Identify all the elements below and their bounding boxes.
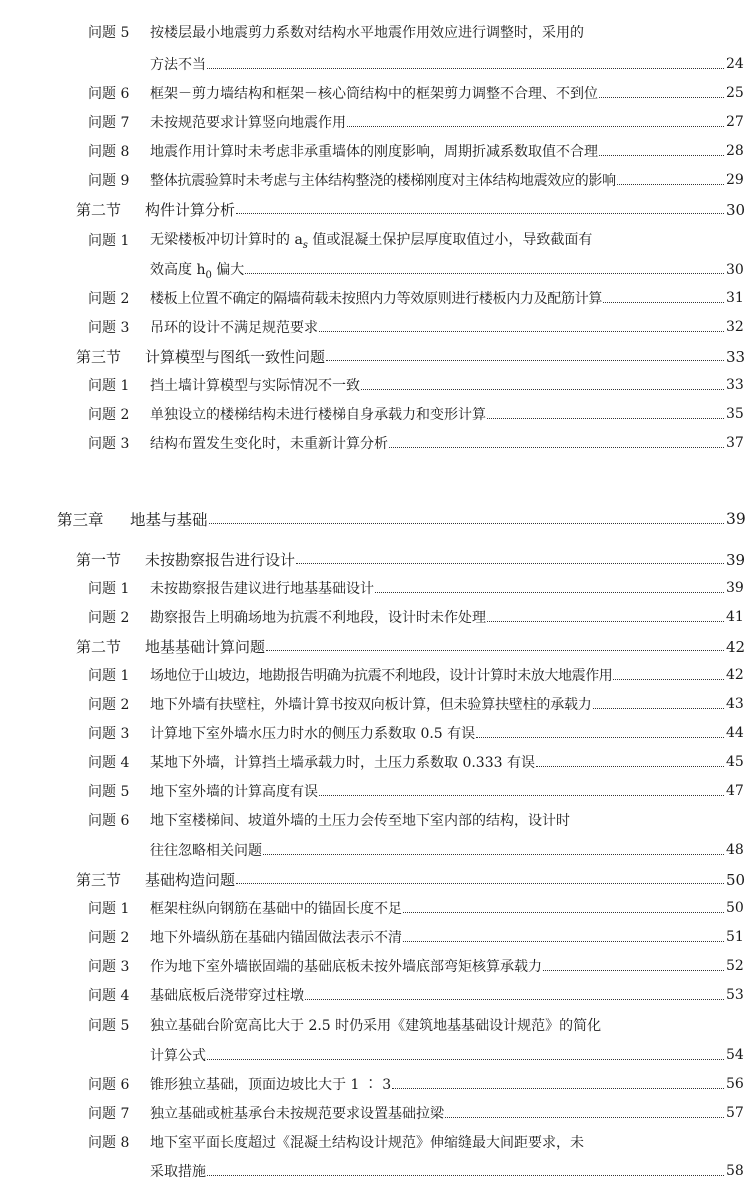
leader-dots	[361, 389, 724, 390]
item-label: 问题 3	[88, 959, 130, 975]
toc-item[interactable]	[0, 665, 750, 685]
item-label: 问题 1	[88, 378, 130, 394]
page-number: 41	[726, 609, 744, 625]
toc-item[interactable]	[0, 578, 750, 598]
leader-dots	[487, 621, 724, 622]
page-number: 33	[726, 377, 744, 393]
toc-item[interactable]	[0, 229, 750, 251]
leader-dots	[347, 126, 724, 127]
leader-dots	[236, 883, 724, 884]
leader-dots	[209, 523, 724, 524]
section-title: 计算模型与图纸一致性问题	[145, 348, 326, 366]
leader-dots	[487, 418, 724, 419]
item-label: 问题 2	[88, 610, 130, 626]
toc-item[interactable]	[0, 1015, 750, 1035]
item-label: 问题 5	[88, 25, 130, 41]
item-label: 问题 1	[88, 581, 130, 597]
item-title-cont: 计算公式	[150, 1048, 206, 1064]
toc-item[interactable]	[0, 810, 750, 830]
leader-dots	[543, 970, 724, 971]
chapter-title: 地基与基础	[130, 511, 208, 529]
toc-item[interactable]	[0, 723, 750, 743]
item-title-cont: 往往忽略相关问题	[150, 843, 262, 859]
page-number: 37	[726, 435, 744, 451]
toc-item[interactable]	[0, 317, 750, 337]
toc-item[interactable]	[0, 927, 750, 947]
item-title: 勘察报告上明确场地为抗震不利地段，设计时未作处理	[150, 610, 486, 626]
page-number: 42	[726, 667, 744, 683]
page-number: 28	[726, 143, 744, 159]
item-label: 问题 7	[88, 115, 130, 131]
leader-dots	[536, 766, 724, 767]
item-label: 问题 3	[88, 436, 130, 452]
toc-section[interactable]	[0, 549, 750, 570]
toc-item[interactable]	[0, 694, 750, 714]
page-number: 42	[726, 637, 746, 656]
item-title: 地震作用计算时未考虑非承重墙体的刚度影响，周期折减系数取值不合理	[150, 144, 598, 160]
page-number: 27	[726, 114, 744, 130]
toc-item[interactable]	[0, 985, 750, 1005]
toc-item[interactable]	[0, 607, 750, 627]
leader-dots	[207, 1175, 724, 1176]
leader-dots	[617, 184, 724, 185]
item-title-cont: 效高度 $h_0$ 偏大	[150, 262, 245, 281]
leader-dots	[266, 650, 724, 651]
toc-item[interactable]	[0, 752, 750, 772]
item-label: 问题 5	[88, 1018, 130, 1034]
leader-dots	[207, 68, 724, 69]
leader-dots	[319, 795, 724, 796]
toc-item[interactable]	[0, 781, 750, 801]
item-label: 问题 2	[88, 930, 130, 946]
section-label: 第一节	[76, 551, 122, 569]
leader-dots	[375, 592, 724, 593]
page-number: 44	[726, 725, 744, 741]
item-label: 问题 1	[88, 668, 130, 684]
item-title: 场地位于山坡边，地勘报告明确为抗震不利地段，设计计算时未放大地震作用	[150, 668, 613, 684]
section-label: 第二节	[76, 201, 122, 219]
item-title: 挡土墙计算模型与实际情况不一致	[150, 378, 360, 394]
toc-item-cont[interactable]	[0, 1161, 750, 1181]
toc-item[interactable]	[0, 112, 750, 132]
page-number: 39	[726, 550, 746, 569]
toc-item[interactable]	[0, 1103, 750, 1123]
item-label: 问题 7	[88, 1106, 130, 1122]
page-number: 35	[726, 406, 744, 422]
item-title: 地下外墙有扶壁柱，外墙计算书按双向板计算，但未验算扶壁柱的承载力	[150, 697, 592, 713]
page-number: 54	[726, 1047, 744, 1063]
item-title: 作为地下室外墙嵌固端的基础底板未按外墙底部弯矩核算承载力	[150, 959, 542, 975]
item-label: 问题 2	[88, 407, 130, 423]
item-title: 无梁楼板冲切计算时的 $a_s$ 值或混凝土保护层厚度取值过小，导致截面有	[150, 232, 593, 251]
section-label: 第三节	[76, 348, 122, 366]
toc-item[interactable]	[0, 288, 750, 308]
item-title: 单独设立的楼梯结构未进行楼梯自身承载力和变形计算	[150, 407, 486, 423]
leader-dots	[236, 213, 724, 214]
toc-item-cont[interactable]	[0, 259, 750, 281]
item-title: 地下室平面长度超过《混凝土结构设计规范》伸缩缝最大间距要求，未	[150, 1135, 584, 1151]
chapter-label: 第三章	[57, 511, 104, 529]
page-number: 31	[726, 290, 744, 306]
item-label: 问题 1	[88, 232, 130, 249]
page-number: 57	[726, 1105, 744, 1121]
item-label: 问题 4	[88, 988, 130, 1004]
page-number: 52	[726, 958, 744, 974]
item-title: 楼板上位置不确定的隔墙荷载未按照内力等效原则进行楼板内力及配筋计算	[150, 291, 603, 307]
leader-dots	[445, 1117, 724, 1118]
item-title: 地下室外墙的计算高度有误	[150, 784, 318, 800]
item-title: 锥形独立基础，顶面边坡比大于 1 ∶ 3	[150, 1077, 392, 1093]
item-title: 计算地下室外墙水压力时水的侧压力系数取 0.5 有误	[150, 726, 476, 742]
item-title: 整体抗震验算时未考虑与主体结构整浇的楼梯刚度对主体结构地震效应的影响	[150, 173, 616, 189]
leader-dots	[296, 563, 724, 564]
page-number: 25	[726, 85, 744, 101]
page-number: 33	[726, 347, 746, 366]
item-label: 问题 2	[88, 697, 130, 713]
page-number: 32	[726, 319, 744, 335]
page-number: 43	[726, 696, 744, 712]
item-title: 独立基础或桩基承台未按规范要求设置基础拉梁	[150, 1106, 444, 1122]
item-label: 问题 2	[88, 291, 130, 307]
item-label: 问题 3	[88, 726, 130, 742]
toc-item[interactable]	[0, 170, 750, 190]
toc-section[interactable]	[0, 869, 750, 890]
leader-dots	[207, 1059, 724, 1060]
item-label: 问题 4	[88, 755, 130, 771]
toc-item-cont[interactable]	[0, 54, 750, 74]
toc-section[interactable]	[0, 636, 750, 657]
leader-dots	[403, 912, 724, 913]
section-title: 基础构造问题	[145, 871, 236, 889]
item-title: 吊环的设计不满足规范要求	[150, 320, 318, 336]
toc-item[interactable]	[0, 22, 750, 42]
page-number: 24	[726, 56, 744, 72]
page-number: 30	[726, 200, 746, 219]
leader-dots	[392, 1088, 724, 1089]
toc-item[interactable]	[0, 1074, 750, 1094]
section-title: 构件计算分析	[145, 201, 236, 219]
item-label: 问题 6	[88, 813, 130, 829]
page-number: 29	[726, 172, 744, 188]
page-number: 45	[726, 754, 744, 770]
item-label: 问题 9	[88, 173, 130, 189]
toc-item[interactable]	[0, 141, 750, 161]
toc-item[interactable]	[0, 956, 750, 976]
toc-item[interactable]	[0, 83, 750, 103]
toc-item[interactable]	[0, 1132, 750, 1152]
item-title: 框架－剪力墙结构和框架－核心筒结构中的框架剪力调整不合理、不到位	[150, 86, 598, 102]
item-title: 未按规范要求计算竖向地震作用	[150, 115, 346, 131]
item-title: 按楼层最小地震剪力系数对结构水平地震作用效应进行调整时，采用的	[150, 25, 584, 41]
item-title-cont: 方法不当	[150, 57, 206, 73]
item-title: 地下外墙纵筋在基础内锚固做法表示不清	[150, 930, 402, 946]
page-number: 39	[726, 510, 746, 528]
page-number: 56	[726, 1076, 744, 1092]
page-number: 47	[726, 783, 744, 799]
section-title: 地基基础计算问题	[145, 638, 266, 656]
section-label: 第二节	[76, 638, 122, 656]
page-number: 30	[726, 261, 744, 278]
page-number: 51	[726, 929, 744, 945]
leader-dots	[603, 302, 724, 303]
toc-section[interactable]	[0, 346, 750, 367]
item-title: 结构布置发生变化时，未重新计算分析	[150, 436, 388, 452]
leader-dots	[599, 97, 724, 98]
item-label: 问题 3	[88, 320, 130, 336]
item-label: 问题 8	[88, 1135, 130, 1151]
item-label: 问题 6	[88, 86, 130, 102]
page-number: 50	[726, 870, 746, 889]
page-number: 48	[726, 842, 744, 858]
item-title: 框架柱纵向钢筋在基础中的锚固长度不足	[150, 901, 402, 917]
item-title: 某地下外墙，计算挡土墙承载力时，土压力系数取 0.333 有误	[150, 755, 535, 771]
toc-section[interactable]	[0, 199, 750, 220]
toc-item[interactable]	[0, 433, 750, 453]
page-number: 58	[726, 1163, 744, 1179]
item-label: 问题 5	[88, 784, 130, 800]
toc-item[interactable]	[0, 375, 750, 395]
section-label: 第三节	[76, 871, 122, 889]
leader-dots	[326, 360, 724, 361]
toc-item[interactable]	[0, 404, 750, 424]
leader-dots	[613, 679, 724, 680]
item-title: 地下室楼梯间、坡道外墙的土压力会传至地下室内部的结构，设计时	[150, 813, 570, 829]
item-title: 独立基础台阶宽高比大于 2.5 时仍采用《建筑地基基础设计规范》的简化	[150, 1018, 602, 1034]
item-title: 未按勘察报告建议进行地基基础设计	[150, 581, 374, 597]
leader-dots	[245, 273, 724, 274]
toc-item-cont[interactable]	[0, 840, 750, 860]
page-number: 39	[726, 580, 744, 596]
leader-dots	[305, 999, 724, 1000]
section-title: 未按勘察报告进行设计	[145, 551, 296, 569]
leader-dots	[319, 331, 724, 332]
leader-dots	[403, 941, 724, 942]
toc-item-cont[interactable]	[0, 1045, 750, 1065]
leader-dots	[476, 737, 724, 738]
item-label: 问题 1	[88, 901, 130, 917]
leader-dots	[599, 155, 724, 156]
leader-dots	[593, 708, 724, 709]
page-number: 53	[726, 987, 744, 1003]
item-title-cont: 采取措施	[150, 1164, 206, 1180]
leader-dots	[389, 447, 724, 448]
toc-item[interactable]	[0, 898, 750, 918]
leader-dots	[263, 854, 724, 855]
item-label: 问题 6	[88, 1077, 130, 1093]
item-label: 问题 8	[88, 144, 130, 160]
item-title: 基础底板后浇带穿过柱墩	[150, 988, 304, 1004]
page-number: 50	[726, 900, 744, 916]
toc-chapter[interactable]	[0, 508, 750, 530]
